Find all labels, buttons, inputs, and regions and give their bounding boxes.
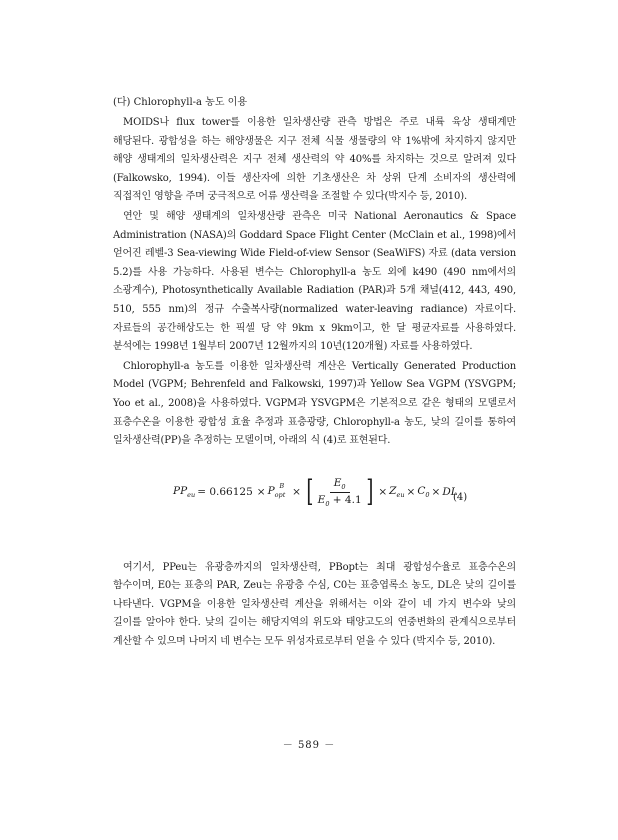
eq-times-1: × [256, 486, 266, 499]
eq-fraction-denominator: $E_0 + 4.1$ [317, 493, 362, 508]
eq-times-4: × [406, 486, 416, 499]
eq-equals: = 0.66125 [197, 486, 253, 499]
eq-fraction-numerator: $E_0$ [330, 477, 350, 493]
equation-block [113, 473, 516, 531]
eq-times-3: × [378, 486, 388, 499]
eq-pbopt: $P_{opt}^B$ [267, 482, 286, 500]
eq-fraction [318, 477, 362, 508]
eq-c0: $C_0$ [417, 485, 430, 500]
paragraph-variable-definitions: 여기서, PPeu는 유광층까지의 일차생산력, PBopt는 최대 광합성수율로 표층수온의 함수이며, E0는 표층의 PAR, Zeu는 유광층 수심, C0는 표층엽록소 농도, DL은 낮의 길이를 나타낸다. VGPM을 이용한 일차생산력 계산을 위해서는 이와 같이 네 가지 변수와 낮의 길이를 알아야 한다. 낮의 길이는 해당지역의 위도와 태양고도의 연중변화의 관계식으로부터 계산할 수 있으며 나머지 네 변수는 모두 위성자료로부터 얻을 수 있다 (박지수 등, 2010). [113, 561, 516, 648]
equation-number: (4) [453, 491, 468, 503]
eq-times-5: × [431, 486, 441, 499]
paragraph-seawifs-data: 연안 및 해양 생태계의 일차생산량 관측은 미국 National Aeronautics & Space Administration (NASA)의 Goddard Space Flight Center (McClain et al., 1998)에서 얻어진 레벨-3 Sea-viewing Wide Field-of-view Sensor (SeaWiFS) 자료 (data version 5.2)를 사용 가능하다. 사용된 변수는 Chlorophyll-a 농도 외에 k490 (490 nm에서의 소광계수), Photosynthetically Available Radiation (PAR)과 5개 채널(412, 443, 490, 510, 555 nm)의 정규 수출복사량(normalized water-leaving radiance) 자료이다. 자료들의 공간해상도는 한 픽셀 당 약 9km x 9km이고, 한 달 평균자료를 사용하였다. 분석에는 1998년 1월부터 2007년 12월까지의 10년(120개월) 자료를 사용하였다. [113, 210, 516, 353]
page-number: － 589 － [282, 740, 336, 751]
equation-4 [173, 474, 458, 510]
eq-bracket-right: ] [365, 474, 374, 510]
eq-dl: DL [442, 486, 458, 499]
section-heading: (다) Chlorophyll-a 농도 이용 [113, 97, 247, 108]
eq-bracket-left: [ [306, 474, 314, 510]
page-body [113, 94, 516, 652]
eq-times-2: × [292, 486, 301, 499]
eq-lhs: $PP_{eu}$ [173, 485, 196, 500]
eq-zeu: $Z_{eu}$ [389, 485, 405, 500]
paragraph-vgpm-model: Chlorophyll-a 농도를 이용한 일차생산력 계산은 Vertically Generated Production Model (VGPM; Behrenfeld and Falkowski, 1997)과 Yellow Sea VGPM (YSVGPM; Yoo et al., 2008)을 사용하였다. VGPM과 YSVGPM은 기본적으로 같은 형태의 모델로서 표층수온을 이용한 광합성 효율 추정과 표층광량, Chlorophyll-a 농도, 낮의 길이를 통하여 일차생산력(PP)을 추정하는 모델이며, 아래의 식 (4)로 표현된다. [113, 360, 516, 447]
paragraph-primary-production: MOIDS나 flux tower를 이용한 일차생산량 관측 방법은 주로 내륙 육상 생태계만 해당된다. 광합성을 하는 해양생물은 지구 전체 식물 생물량의 약 1%밖에 차지하지 않지만 해양 생태계의 일차생산력은 지구 전체 생산력의 약 40%를 차지하는 것으로 알려져 있다(Falkowsko, 1994). 이들 생산자에 의한 기초생산은 차 상위 단계 소비자의 생산력에 직접적인 영향을 주며 궁극적으로 어류 생산력을 조절할 수 있다(박지수 등, 2010). [113, 117, 516, 203]
